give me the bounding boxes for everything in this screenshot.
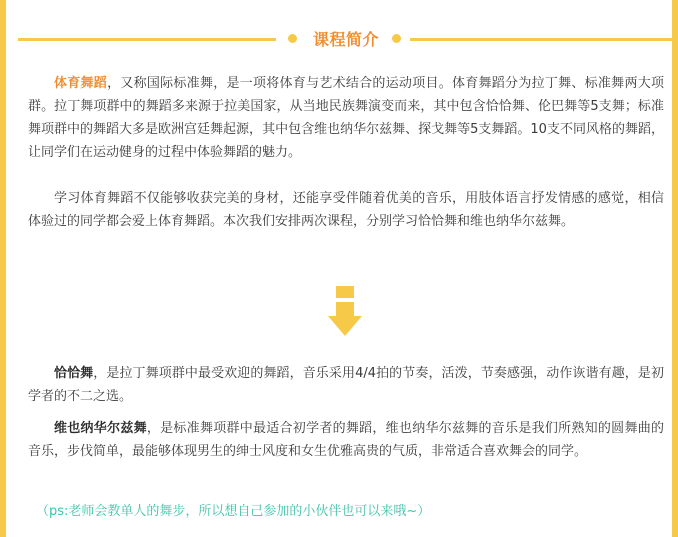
arrow-head xyxy=(328,316,362,336)
waltz-name: 维也纳华尔兹舞 xyxy=(54,421,147,436)
intro-paragraph-2: 学习体育舞蹈不仅能够收获完美的身材，还能享受伴随着优美的音乐，用肢体语言抒发情感的感觉，相信体验过的同学都会爱上体育舞蹈。本次我们安排两次课程，分别学习恰恰舞和维也纳华尔兹舞。 xyxy=(28,191,664,229)
header-divider-left xyxy=(18,38,276,41)
waltz-paragraph xyxy=(28,417,664,463)
arrow-stem xyxy=(336,302,354,316)
ps-note: （ps:老师会教单人的舞步，所以想自己参加的小伙伴也可以来哦~） xyxy=(36,504,431,519)
chacha-description: ，是拉丁舞项群中最受欢迎的舞蹈，音乐采用4/4拍的节奏，活泼，节奏感强，动作诙谐有趣，是初学者的不二之选。 xyxy=(28,366,664,404)
sport-dance-term: 体育舞蹈 xyxy=(54,76,108,91)
arrow-top-block xyxy=(336,286,354,298)
header-dot-right-icon xyxy=(392,34,401,43)
down-arrow-icon xyxy=(328,286,362,338)
waltz-description: ，是标准舞项群中最适合初学者的舞蹈，维也纳华尔兹舞的音乐是我们所熟知的圆舞曲的音乐，步伐简单，最能够体现男生的绅士风度和女生优雅高贵的气质，非常适合喜欢舞会的同学。 xyxy=(28,421,664,459)
chacha-name: 恰恰舞 xyxy=(54,366,94,381)
section-title: 课程简介 xyxy=(312,30,379,49)
section-header xyxy=(6,28,678,52)
header-divider-right xyxy=(410,38,672,41)
chacha-paragraph xyxy=(28,362,664,408)
intro-paragraph-1-text: ，又称国际标准舞，是一项将体育与艺术结合的运动项目。体育舞蹈分为拉丁舞、标准舞两大项群。拉丁舞项群中的舞蹈多来源于拉美国家，从当地民族舞演变而来，其中包含恰恰舞、伦巴舞等5支舞；标准舞项群中的舞蹈大多是欧洲宫廷舞起源，其中包含维也纳华尔兹舞、探戈舞等5支舞蹈。10支不同风格的舞蹈，让同学们在运动健身的过程中体验舞蹈的魅力。 xyxy=(28,76,664,160)
header-dot-left-icon xyxy=(288,34,297,43)
intro-paragraph-1 xyxy=(28,72,664,164)
